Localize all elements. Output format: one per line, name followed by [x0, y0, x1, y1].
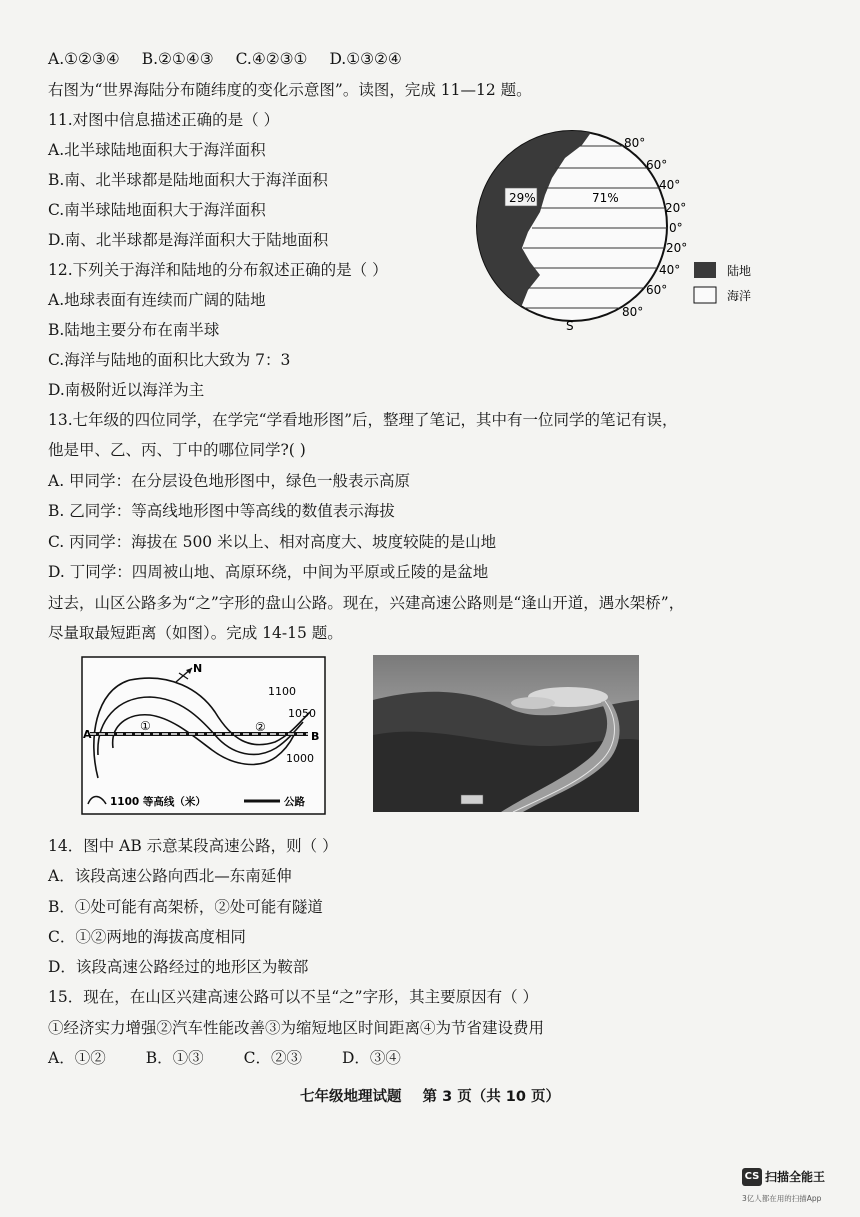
- q14-option-b: B．①处可能有高架桥，②处可能有隧道: [48, 898, 323, 916]
- south-pole-label: S: [566, 319, 574, 333]
- legend-ocean-label: 海洋: [727, 289, 752, 303]
- legend-road-label: 公路: [284, 796, 305, 808]
- q12-option-d: D.南极附近以海洋为主: [48, 381, 205, 399]
- legend-land-label: 陆地: [727, 264, 752, 278]
- scanner-logo-icon: CS: [742, 1168, 762, 1186]
- q10-option-c: C.④②③①: [235, 50, 308, 68]
- legend-ocean-swatch: [694, 287, 716, 303]
- lat-label-60s: 60°: [646, 283, 668, 297]
- land-percent-label: 29%: [509, 191, 536, 205]
- point-b-label: B: [311, 730, 320, 743]
- point-a-label: A: [83, 728, 92, 741]
- q12-option-a: A.地球表面有连续而广阔的陆地: [48, 291, 266, 309]
- north-label: N: [193, 662, 203, 675]
- q13-stem-line2: 他是甲、乙、丙、丁中的哪位同学?( ): [48, 441, 306, 459]
- q15-items: ①经济实力增强②汽车性能改善③为缩短地区时间距离④为节省建设费用: [48, 1019, 545, 1037]
- mark-2-label: ②: [255, 720, 266, 734]
- q15-stem: 15．现在，在山区兴建高速公路可以不呈“之”字形，其主要原因有（ ）: [48, 988, 539, 1006]
- lat-label-40n: 40°: [659, 178, 681, 192]
- q11-option-b: B.南、北半球都是陆地面积大于海洋面积: [48, 171, 328, 189]
- contour-label-1100: 1100: [268, 685, 296, 698]
- contour-label-1000: 1000: [286, 752, 314, 765]
- q10-options: [48, 49, 424, 69]
- highway-photo: [373, 655, 639, 812]
- lat-label-20n: 20°: [665, 201, 687, 215]
- q14-stem: 14．图中 AB 示意某段高速公路，则（ ）: [48, 837, 338, 855]
- lat-label-80n: 80°: [624, 136, 646, 150]
- intro-14-15-line2: 尽量取最短距离（如图）。完成 14-15 题。: [48, 624, 343, 642]
- q12-option-b: B.陆地主要分布在南半球: [48, 321, 220, 339]
- q14-option-d: D．该段高速公路经过的地形区为鞍部: [48, 958, 309, 976]
- footer-subject: 七年级地理试题: [299, 1089, 402, 1105]
- q11-option-c: C.南半球陆地面积大于海洋面积: [48, 201, 266, 219]
- scanner-brand-name: 扫描全能王: [765, 1170, 826, 1184]
- lat-label-20s: 20°: [666, 241, 688, 255]
- q15-option-a: A．①②: [48, 1049, 106, 1067]
- globe-diagram: [470, 130, 770, 340]
- scanner-tagline: 3亿人都在用的扫描App: [742, 1194, 822, 1203]
- intro-11-12: 右图为“世界海陆分布随纬度的变化示意图”。读图，完成 11—12 题。: [48, 81, 532, 99]
- contour-map: [80, 656, 328, 816]
- legend-contour-label: 1100 等高线（米）: [110, 796, 206, 808]
- q13-option-b: B. 乙同学：等高线地形图中等高线的数值表示海拔: [48, 502, 395, 520]
- q10-option-a: A.①②③④: [48, 50, 120, 68]
- q15-option-b: B．①③: [145, 1049, 204, 1067]
- page-footer: [0, 1085, 860, 1106]
- legend-land-swatch: [694, 262, 716, 278]
- q13-option-c: C. 丙同学：海拔在 500 米以上、相对高度大、坡度较陡的是山地: [48, 533, 497, 551]
- lat-label-80s: 80°: [622, 305, 644, 319]
- contour-label-1050: 1050: [288, 707, 316, 720]
- lat-label-0: 0°: [669, 221, 683, 235]
- footer-page-number: 第 3 页（共 10 页）: [422, 1089, 561, 1105]
- q15-options: [48, 1048, 441, 1068]
- q11-option-d: D.南、北半球都是海洋面积大于陆地面积: [48, 231, 329, 249]
- q11-option-a: A.北半球陆地面积大于海洋面积: [48, 141, 266, 159]
- lat-label-60n: 60°: [646, 158, 668, 172]
- q15-option-d: D．③④: [341, 1049, 401, 1067]
- q14-option-c: C．①②两地的海拔高度相同: [48, 928, 246, 946]
- q13-option-d: D. 丁同学：四周被山地、高原环绕，中间为平原或丘陵的是盆地: [48, 563, 489, 581]
- intro-14-15-line1: 过去，山区公路多为“之”字形的盘山公路。现在，兴建高速公路则是“逢山开道，遇水架桥”，: [48, 594, 685, 612]
- ocean-percent-label: 71%: [592, 191, 619, 205]
- q10-option-b: B.②①④③: [141, 50, 214, 68]
- q11-stem: 11.对图中信息描述正确的是（ ）: [48, 111, 280, 129]
- scanner-watermark: [742, 1166, 825, 1186]
- q10-option-d: D.①③②④: [329, 50, 402, 68]
- q13-stem-line1: 13.七年级的四位同学，在学完“学看地形图”后，整理了笔记，其中有一位同学的笔记有误，: [48, 411, 678, 429]
- q13-option-a: A. 甲同学：在分层设色地形图中，绿色一般表示高原: [48, 472, 411, 490]
- q15-option-c: C．②③: [243, 1049, 302, 1067]
- mark-1-label: ①: [140, 719, 151, 733]
- q12-option-c: C.海洋与陆地的面积比大致为 7：3: [48, 351, 291, 369]
- q14-option-a: A．该段高速公路向西北—东南延伸: [48, 867, 292, 885]
- lat-label-40s: 40°: [659, 263, 681, 277]
- q12-stem: 12.下列关于海洋和陆地的分布叙述正确的是（ ）: [48, 261, 388, 279]
